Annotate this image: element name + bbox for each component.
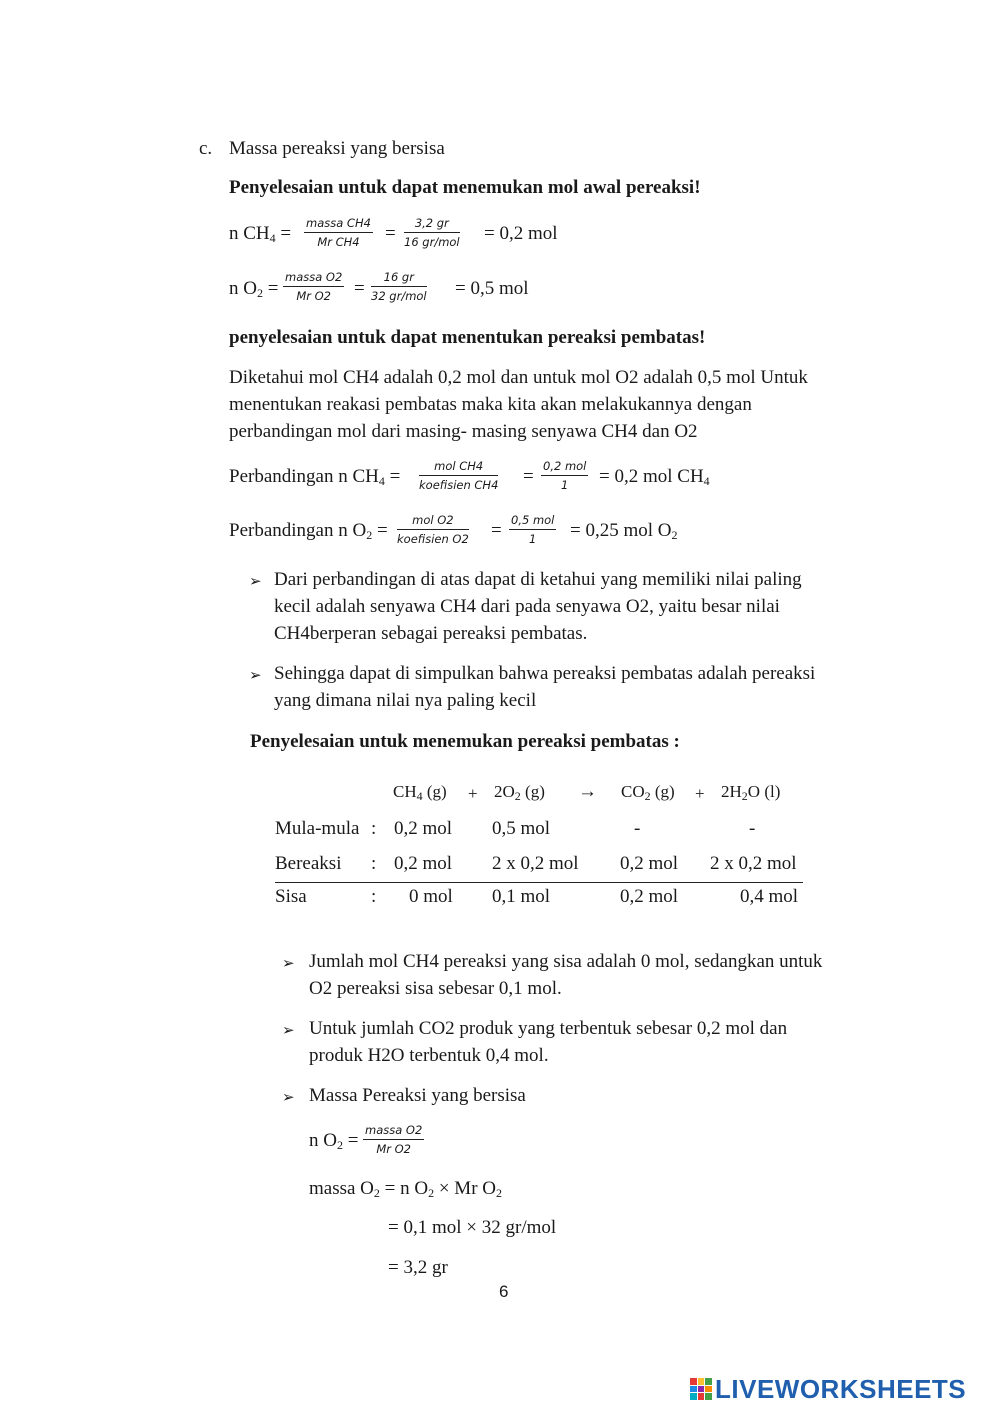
row-o2-value: 2 x 0,2 mol: [492, 853, 579, 874]
row-colon: :: [371, 853, 377, 874]
step3-bullet-3-line-1: Massa Pereaksi yang bersisa: [309, 1085, 526, 1106]
row-colon: :: [371, 818, 377, 839]
eq2-fraction-1: massa O2 Mr O2: [285, 270, 343, 303]
ratio2-fraction-2: 0,5 mol 1: [511, 513, 555, 546]
eq1-fraction-2: 3,2 gr 16 gr/mol: [404, 216, 460, 249]
bullet-arrow-icon: ➢: [282, 956, 295, 972]
row-o2-value: 0,5 mol: [492, 818, 551, 839]
ratio2-equals: =: [491, 520, 502, 541]
row-h2o-value: 2 x 0,2 mol: [710, 853, 797, 874]
row-label: Mula-mula: [275, 818, 360, 839]
mass-calc-line-1: massa $O_2 = n$ $O_2 \times Mr$ $O_2$: [309, 1178, 503, 1200]
step2-bullet-1-line-1: Dari perbandingan di atas dapat di ketahui yang memiliki nilai paling: [274, 569, 802, 590]
step2-para-line-3: perbandingan mol dari masing- masing senyawa CH4 dan O2: [229, 421, 698, 442]
row-o2-value: 0,1 mol: [492, 886, 551, 907]
eq2-fraction-2: 16 gr 32 gr/mol: [371, 270, 427, 303]
ratio1-lhs: Perbandingan n $CH_4$ =: [229, 466, 401, 488]
section-marker: c.: [199, 138, 213, 159]
reaction-plus-1: +: [468, 784, 478, 803]
row-ch4-value: 0,2 mol: [394, 818, 453, 839]
eq2-equals: =: [354, 278, 365, 299]
row-colon: :: [371, 886, 377, 907]
eq1-lhs: n $CH_4$ =: [229, 223, 292, 245]
eq1-fraction-1: massa CH4 Mr CH4: [306, 216, 371, 249]
step2-title: penyelesaian untuk dapat menentukan pereaksi pembatas!: [229, 327, 706, 348]
row-ch4-value: 0 mol: [409, 886, 453, 907]
ratio1-equals: =: [523, 466, 534, 487]
bullet-arrow-icon: ➢: [249, 574, 262, 590]
reaction-ch4: $CH_4$ (g): [393, 782, 447, 803]
row-h2o-value: 0,4 mol: [740, 886, 799, 907]
step3-bullet-1-line-1: Jumlah mol CH4 pereaksi yang sisa adalah 0 mol, sedangkan untuk: [309, 951, 823, 972]
liveworksheets-logo-icon: [690, 1378, 712, 1400]
step2-bullet-2-line-1: Sehingga dapat di simpulkan bahwa pereaksi pembatas adalah pereaksi: [274, 663, 816, 684]
step3-bullet-2-line-2: produk H2O terbentuk 0,4 mol.: [309, 1045, 549, 1066]
ratio1-fraction-2: 0,2 mol 1: [543, 459, 587, 492]
mass-calc-line-3: = 3,2 gr: [388, 1257, 448, 1278]
bullet-arrow-icon: ➢: [249, 668, 262, 684]
row-h2o-value: -: [749, 818, 756, 839]
step3-bullet-1-line-2: O2 pereaksi sisa sebesar 0,1 mol.: [309, 978, 562, 999]
step1-title: Penyelesaian untuk dapat menemukan mol awal pereaksi!: [229, 177, 701, 198]
row-co2-value: -: [634, 818, 641, 839]
eq1-result: = 0,2 mol: [484, 223, 558, 244]
step2-bullet-2-line-2: yang dimana nilai nya paling kecil: [274, 690, 537, 711]
bullet-arrow-icon: ➢: [282, 1090, 295, 1106]
mass-formula-fraction: massa O2 Mr O2: [365, 1123, 423, 1156]
bullet-arrow-icon: ➢: [282, 1023, 295, 1039]
reaction-arrow: →: [578, 781, 597, 802]
step2-bullet-1-line-3: CH4berperan sebagai pereaksi pembatas.: [274, 623, 588, 644]
mass-calc-line-2: = 0,1 mol × 32 gr/mol: [388, 1217, 557, 1238]
brand-name: LIVEWORKSHEETS: [715, 1373, 967, 1404]
page-number: 6: [499, 1282, 509, 1301]
eq1-equals: =: [385, 223, 396, 244]
ratio1-result: = 0,2 mol $CH_4$: [599, 466, 710, 488]
liveworksheets-logo: [690, 1374, 966, 1404]
eq2-result: = 0,5 mol: [455, 278, 529, 299]
step2-bullet-1-line-2: kecil adalah senyawa CH4 dari pada senyawa O2, yaitu besar nilai: [274, 596, 780, 617]
section-heading: Massa pereaksi yang bersisa: [229, 138, 445, 159]
reaction-h2o: $2H_2O$ (l): [721, 782, 781, 803]
table-divider: [275, 882, 803, 883]
step2-para-line-1: Diketahui mol CH4 adalah 0,2 mol dan untuk mol O2 adalah 0,5 mol Untuk: [229, 367, 808, 388]
mass-formula-lhs: n $O_2$ =: [309, 1130, 359, 1152]
step3-bullet-2-line-1: Untuk jumlah CO2 produk yang terbentuk sebesar 0,2 mol dan: [309, 1018, 788, 1039]
row-label: Bereaksi: [275, 853, 342, 874]
step3-title: Penyelesaian untuk menemukan pereaksi pembatas :: [250, 731, 680, 752]
row-co2-value: 0,2 mol: [620, 886, 679, 907]
reaction-plus-2: +: [695, 784, 705, 803]
ratio2-fraction-1: mol O2 koefisien O2: [397, 513, 469, 546]
eq2-lhs: n $O_2$ =: [229, 278, 279, 300]
ratio1-fraction-1: mol CH4 koefisien CH4: [419, 459, 499, 492]
row-label: Sisa: [275, 886, 307, 907]
row-co2-value: 0,2 mol: [620, 853, 679, 874]
reaction-o2: $2O_2$ (g): [494, 782, 545, 803]
ratio2-lhs: Perbandingan n $O_2$ =: [229, 520, 388, 542]
row-ch4-value: 0,2 mol: [394, 853, 453, 874]
reaction-co2: $CO_2$ (g): [621, 782, 675, 803]
ratio2-result: = 0,25 mol $O_2$: [570, 520, 678, 542]
step2-para-line-2: menentukan reakasi pembatas maka kita akan melakukannya dengan: [229, 394, 752, 415]
